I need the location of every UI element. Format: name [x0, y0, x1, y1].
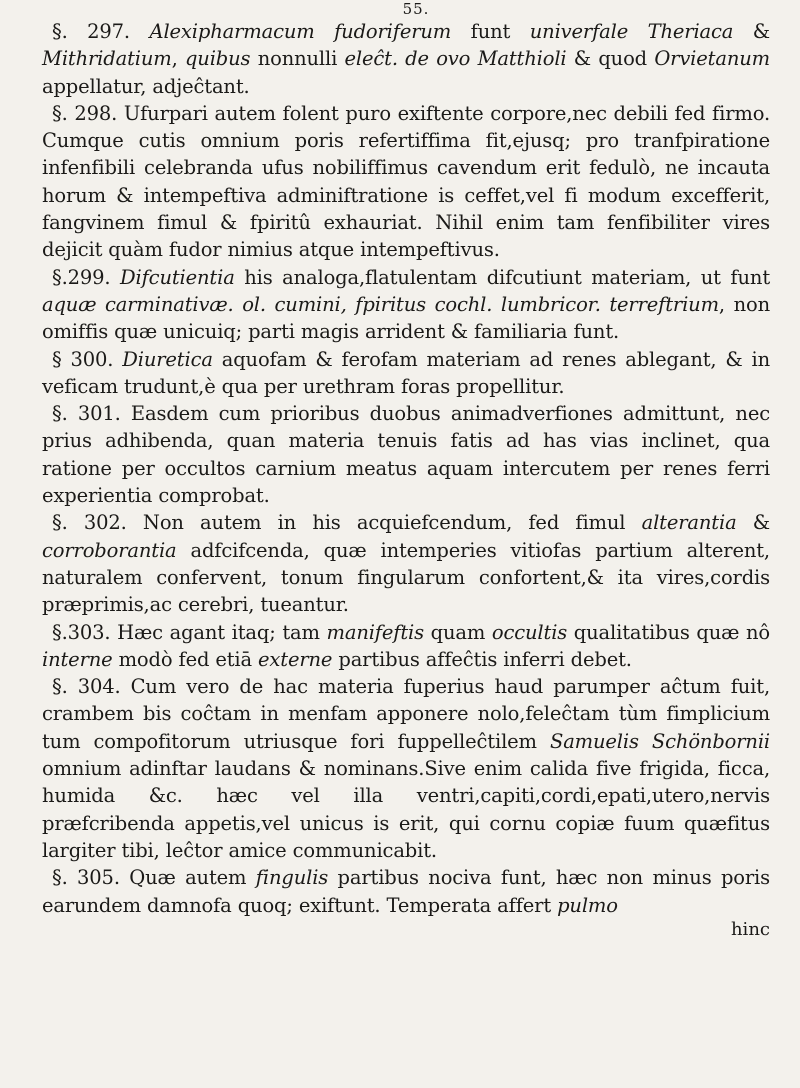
italic-run: interne	[42, 647, 113, 671]
italic-run: pulmo	[557, 893, 618, 917]
text-run: funt	[451, 20, 530, 43]
text-run: modò fed etiā	[112, 647, 259, 671]
page-number: 55.	[402, 0, 430, 18]
paragraph	[42, 346, 770, 401]
paragraph	[42, 18, 770, 100]
paragraph	[42, 400, 770, 509]
text-run: §.303. Hæc agant itaq; tam	[52, 620, 327, 644]
italic-run: Difcutientia	[120, 265, 235, 289]
text-run: §.299.	[52, 265, 121, 289]
italic-run: alterantia	[641, 511, 737, 535]
italic-run: quibus	[184, 47, 251, 71]
italic-run: aquæ carminativæ. ol. cumini, fpiritus cochl. lumbricor. terreftrium	[42, 292, 719, 316]
italic-run: externe	[258, 647, 333, 671]
italic-run: corroborantia	[42, 538, 177, 562]
text-run: & quod	[566, 47, 655, 71]
paragraph	[42, 864, 770, 919]
italic-run: eleĉt. de ovo Matthioli	[344, 47, 567, 71]
italic-run: occultis	[491, 620, 568, 644]
catchword: hinc	[730, 918, 770, 940]
text-run: aquofam & ferofam materiam ad renes ablegant, & in veficam trudunt,è qua per urethram foras propellitur.	[42, 347, 771, 398]
italic-run: univerfale Theriaca	[529, 20, 734, 43]
text-run: § 300.	[52, 347, 123, 371]
paragraph	[42, 100, 770, 264]
italic-run: fingulis	[255, 866, 329, 890]
paragraph	[42, 673, 770, 864]
text-run: his analoga,flatulentam difcutiunt materiam, ut funt	[234, 265, 771, 289]
italic-run: Alexipharmacum fudoriferum	[149, 20, 452, 43]
text-run: §. 301. Easdem cum prioribus duobus animadverfiones admittunt, nec prius adhibenda, quan materia tenuis fatis ad has vias inclinet, qua ratione per occultos carnium meatus aquam intercutem per renes ferri experientia comprobat.	[42, 402, 770, 508]
text-body	[42, 18, 770, 919]
text-run: partibus affeĉtis inferri debet.	[332, 647, 632, 671]
text-run: adfcifcenda, quæ intemperies vitiofas partium alterent, naturalem confervent, tonum fingularum confortent,& ita vires,cordis præprimis,ac cerebri, tueantur.	[42, 538, 770, 617]
italic-run: Diuretica	[122, 347, 213, 371]
text-run: appellatur, adjeĉtant.	[42, 74, 250, 98]
italic-run: Mithridatium	[42, 47, 172, 71]
text-run: , non omiffis quæ unicuiq; parti magis arrident & familiaria funt.	[42, 292, 770, 344]
text-run: §. 305. Quæ autem	[52, 866, 256, 890]
text-run: quam	[423, 620, 492, 644]
text-run: §. 304. Cum vero de hac materia fuperius haud parumper aĉtum fuit, crambem bis coĉtam in menfam apponere nolo,feleĉtam tùm fimplicium tum compofitorum utriusque fori fuppelleĉtilem	[42, 675, 770, 753]
text-run: &	[733, 20, 770, 43]
text-run: §. 302. Non autem in his acquiefcendum, fed fimul	[52, 511, 642, 535]
text-run: ,	[171, 47, 185, 71]
italic-run: Samuelis Schönbornii	[549, 729, 770, 753]
paragraph	[42, 619, 770, 674]
text-run: qualitatibus quæ nô	[567, 620, 770, 644]
italic-run: Orvietanum	[654, 47, 770, 71]
text-run: &	[736, 511, 770, 535]
italic-run: manifeftis	[326, 620, 424, 644]
text-run: partibus nociva funt, hæc non minus poris earundem damnofa quoq; exiftunt. Temperata affert	[42, 866, 771, 917]
text-run: omnium adinftar laudans & nominans.Sive enim calida five frigida, ficca, humida &c. hæc vel illa ventri,capiti,cordi,epati,utero,nervis præfcribenda appetis,vel unicus is erit, qui cornu copiæ fuum quæfitus largiter tibi, leĉtor amice communicabit.	[42, 757, 770, 862]
text-run: §. 297.	[52, 20, 150, 43]
text-run: §. 298. Ufurpari autem folent puro exiftente corpore,nec debili fed firmo. Cumque cutis omnium poris refertiffima fit,ejusq; pro tranfpiratione infenfibili celebranda ufus nobiliffimus cavendum erit fedulò, ne incauta horum & intempeftiva adminiftratione is ceffet,vel fi modum excefferit, fangvinem fimul & fpiritû exhauriat. Nihil enim tam fenfibiliter vires dejicit quàm fudor nimius atque intempeftivus.	[42, 101, 770, 262]
paragraph	[42, 264, 770, 346]
paragraph	[42, 509, 770, 618]
text-run: nonnulli	[250, 47, 345, 71]
